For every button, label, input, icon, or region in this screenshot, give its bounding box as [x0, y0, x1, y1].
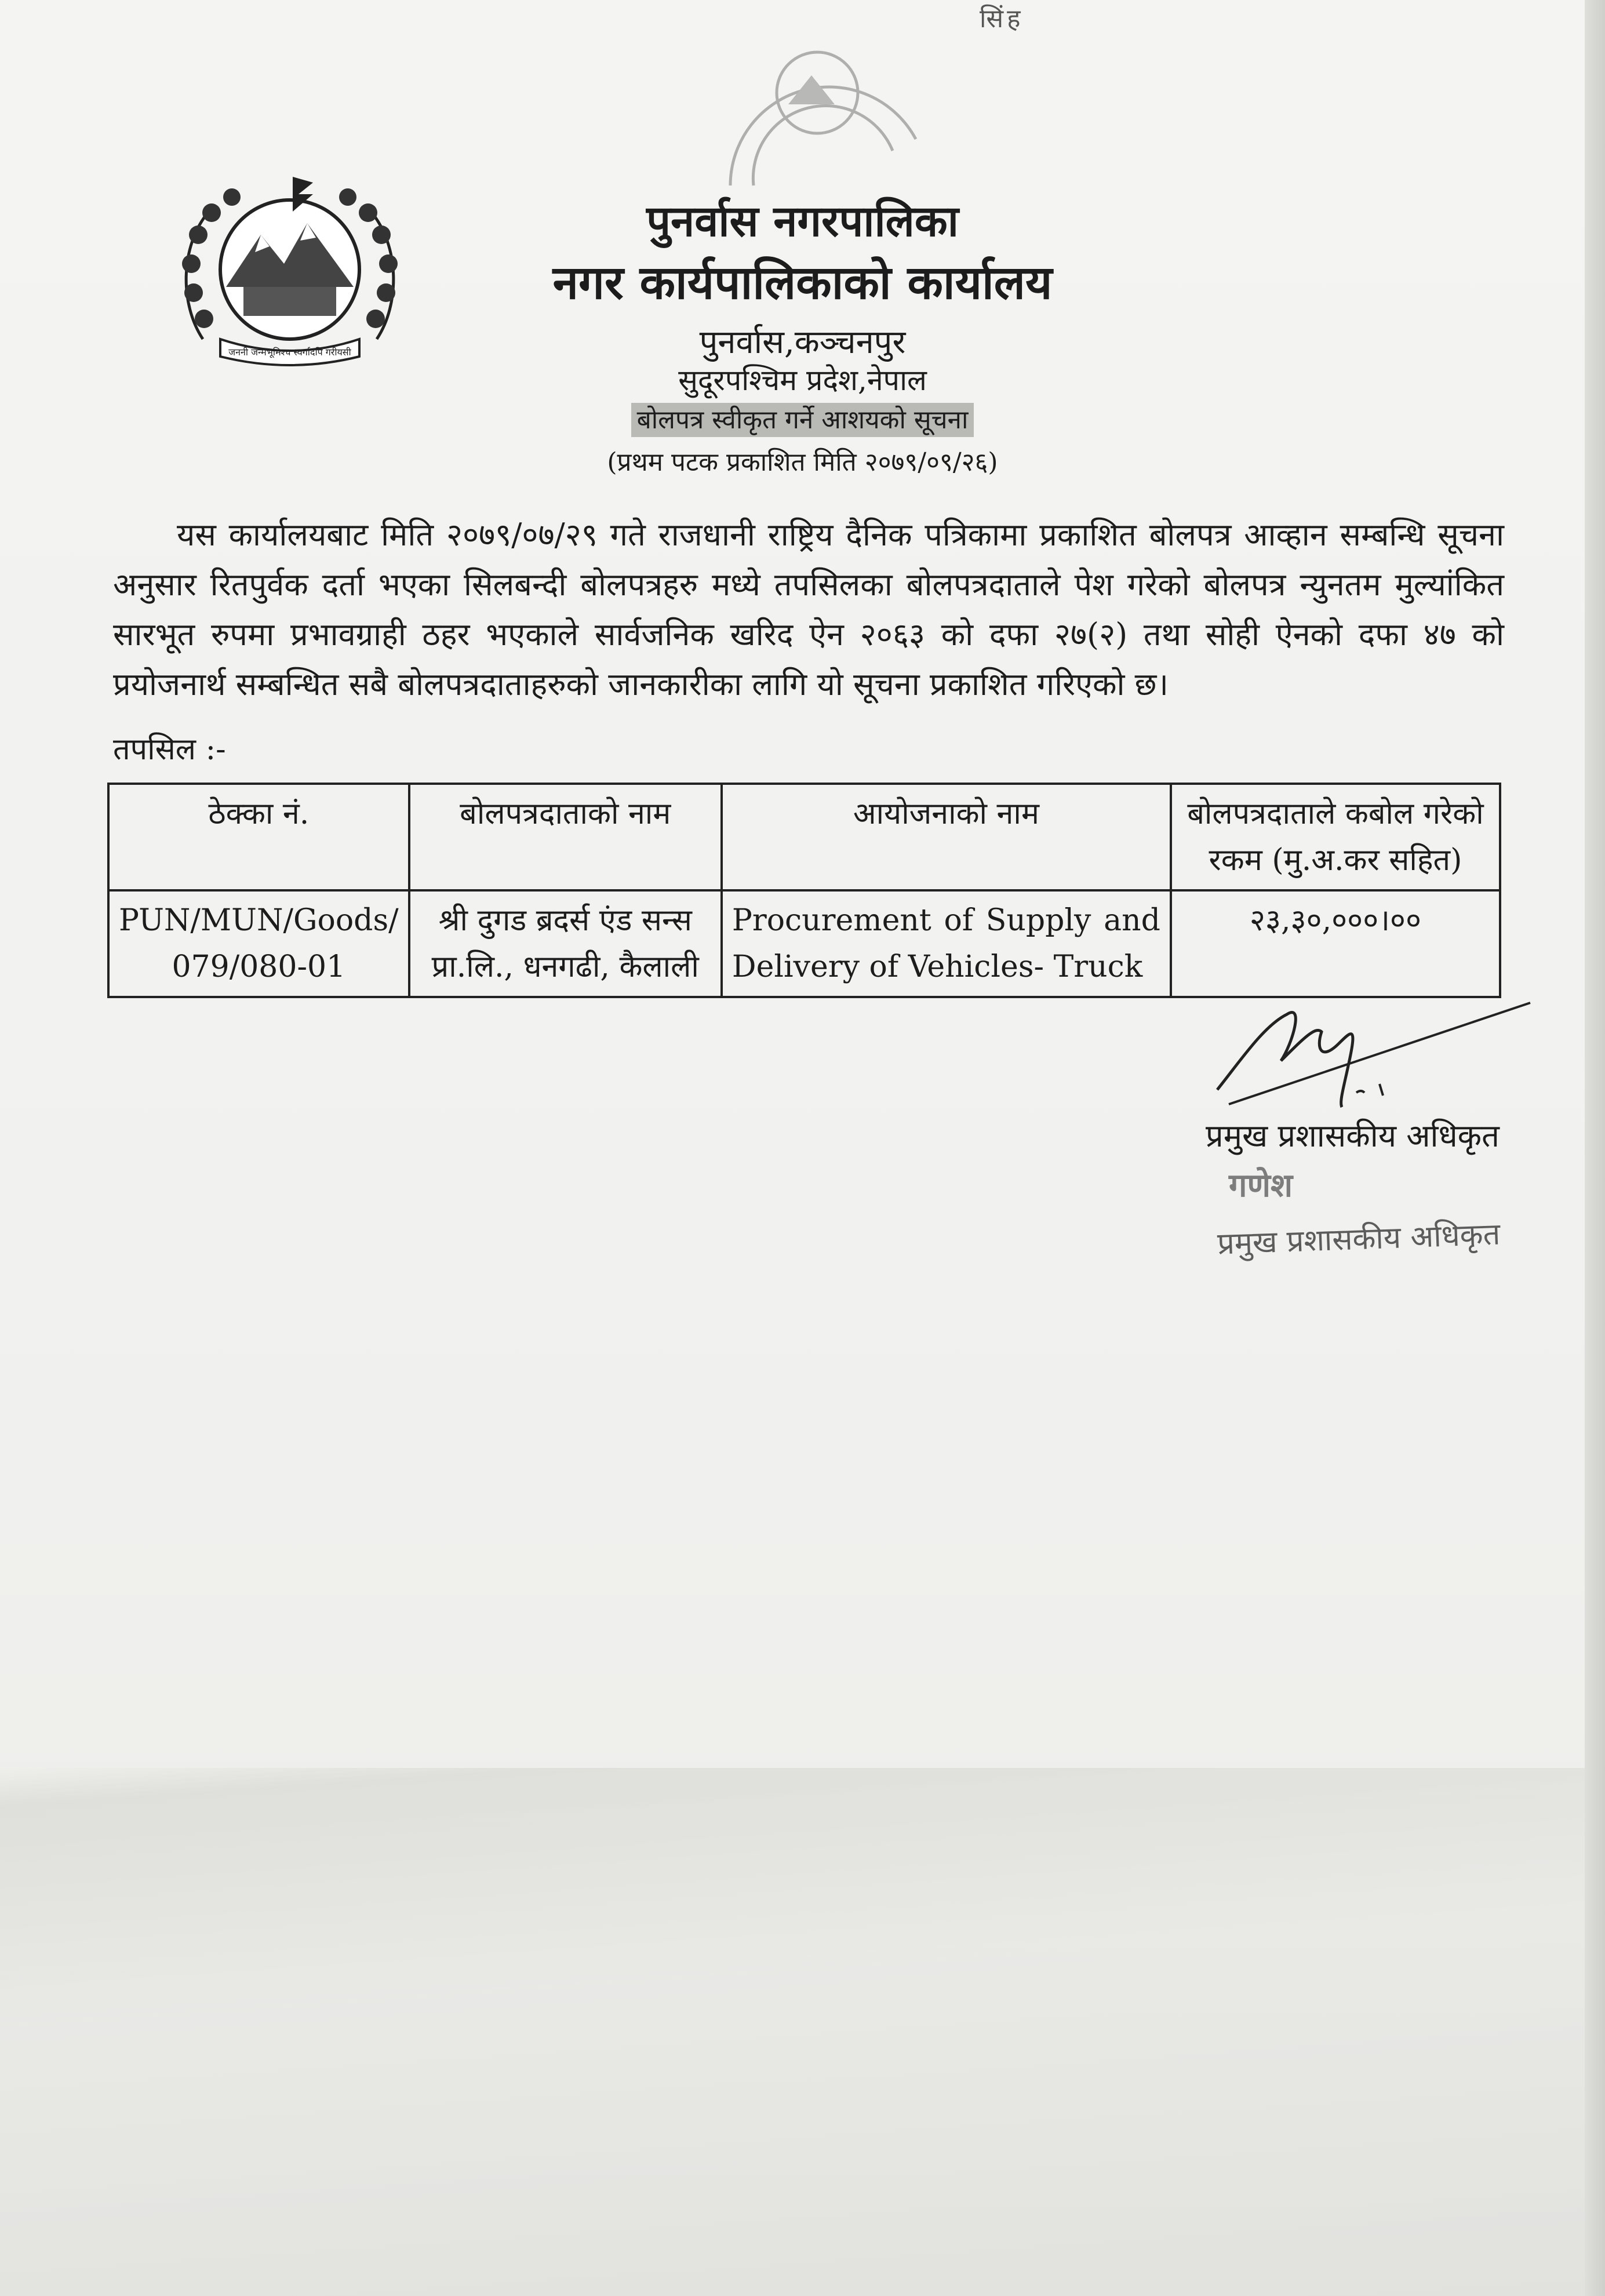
table-row — [108, 890, 1500, 997]
header-bidder-name: बोलपत्रदाताको नाम — [409, 784, 722, 890]
address-line-1: पुनर्वास,कञ्चनपुर — [699, 323, 906, 361]
first-published-date: (प्रथम पटक प्रकाशित मिति २०७९/०९/२६) — [607, 447, 998, 477]
signatory-designation: प्रमुख प्रशासकीय अधिकृत — [1206, 1118, 1500, 1154]
notice-title-wrap — [0, 401, 1605, 436]
office-name: नगर कार्यपालिकाको कार्यालय — [552, 255, 1053, 310]
cell-amount: २३,३०,०००।०० — [1171, 890, 1500, 997]
municipality-name: पुनर्वास नगरपालिका — [646, 197, 959, 246]
header-project-name: आयोजनाको नाम — [722, 784, 1171, 890]
header-contract-no: ठेक्का नं. — [108, 784, 409, 890]
top-scribble: सिंह — [980, 4, 1024, 34]
notice-paragraph: यस कार्यालयबाट मिति २०७९/०७/२९ गते राजधानी राष्ट्रिय दैनिक पत्रिकामा प्रकाशित बोलपत्र आव्हान सम्बन्धि सूचना अनुसार रितपुर्वक दर्ता भएका सिलबन्दी बोलपत्रहरु मध्ये तपसिलका बोलपत्रदाताले पेश गरेको बोलपत्र न्युनतम मुल्यांकित सारभूत रुपमा प्रभावग्राही ठहर भएकाले सार्वजनिक खरिद ऐन २०६३ को दफा २७(२) तथा सोही ऐनको दफा ४७ को प्रयोजनार्थ सम्बन्धित सबै बोलपत्रदाताहरुको जानकारीका लागि यो सूचना प्रकाशित गरिएको छ। — [113, 516, 1504, 703]
cell-contract-no: PUN/MUN/Goods/ 079/080-01 — [108, 890, 409, 997]
signature-icon — [1206, 991, 1553, 1119]
award-table — [107, 783, 1501, 998]
svg-text:जननी जन्मभूमिश्च स्वर्गादपि गर: जननी जन्मभूमिश्च स्वर्गादपि गरीयसी — [228, 347, 351, 358]
notice-title: बोलपत्र स्वीकृत गर्ने आशयको सूचना — [631, 403, 974, 437]
table-header-row — [108, 784, 1500, 890]
stamp-designation: प्रमुख प्रशासकीय अधिकृत — [1217, 1217, 1501, 1262]
cell-bidder: श्री दुगड ब्रदर्स एंड सन्स प्रा.लि., धनगढी, कैलाली — [409, 890, 722, 997]
paper-fold-shadow — [0, 1768, 1605, 2296]
tapasil-label: तपसिल :- — [113, 732, 226, 767]
cell-project: Procurement of Supply and Delivery of Vehicles- Truck — [722, 890, 1171, 997]
header-bid-amount: बोलपत्रदाताले कबोल गरेको रकम (मु.अ.कर सहित) — [1171, 784, 1500, 890]
stamp-name: गणेश — [1229, 1166, 1293, 1205]
address-line-2: सुदूरपश्चिम प्रदेश,नेपाल — [678, 363, 927, 397]
